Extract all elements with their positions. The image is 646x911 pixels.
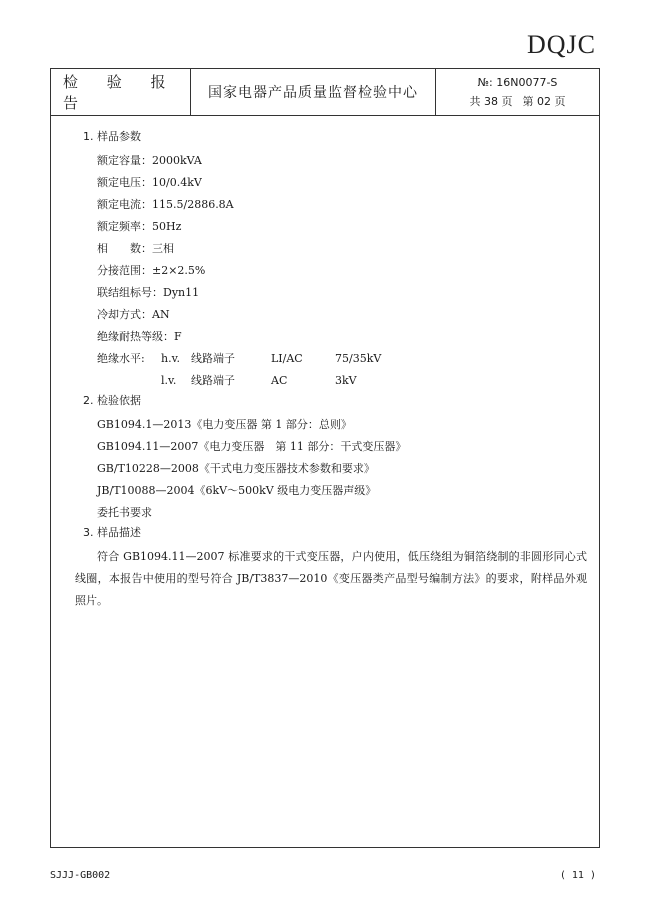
page-current: 第 02 页	[522, 95, 566, 108]
insulation-terminal: 线路端子	[191, 352, 235, 365]
insulation-type: AC	[271, 374, 288, 387]
organization-name: 国家电器产品质量监督检验中心	[191, 69, 436, 115]
section-title: 1. 样品参数	[83, 130, 141, 143]
insulation-type: LI/AC	[271, 352, 303, 365]
basis-list	[83, 414, 593, 524]
param-line: 相 数：三相	[97, 242, 174, 255]
logo: DQJC	[526, 30, 596, 59]
report-title: 检 验 报 告	[51, 69, 191, 115]
param-line: 额定电流：115.5/2886.8A	[97, 198, 234, 211]
param-line: 冷却方式：AN	[97, 308, 170, 321]
param-line: 绝缘耐热等级：F	[97, 330, 182, 343]
report-meta	[436, 69, 599, 115]
insulation-row	[97, 370, 593, 392]
sample-params	[83, 150, 593, 392]
insulation-value: 3kV	[335, 374, 357, 387]
insulation-row	[97, 348, 593, 370]
insulation-value: 75/35kV	[335, 352, 382, 365]
section-title: 2. 检验依据	[83, 394, 141, 407]
report-header	[50, 68, 600, 116]
page-info	[470, 92, 566, 111]
param-line: 额定频率：50Hz	[97, 220, 182, 233]
basis-item: GB/T10228—2008《干式电力变压器技术参数和要求》	[97, 462, 375, 475]
section-title: 3. 样品描述	[83, 526, 141, 539]
insulation-side: l.v.	[161, 374, 177, 387]
pages-total: 共 38 页	[469, 95, 513, 108]
insulation-label: 绝缘水平:	[97, 352, 145, 365]
sample-description: 符合 GB1094.11—2007 标准要求的干式变压器，户内使用，低压绕组为铜箔绕制的非圆形同心式线圈，本报告中使用的型号符合 JB/T3837—2010《变压器类产品型号编制方法》的要求，附样品外观照片。	[75, 550, 587, 607]
param-line: 分接范围：±2×2.5%	[97, 264, 206, 277]
basis-item: GB1094.11—2007《电力变压器 第 11 部分：干式变压器》	[97, 440, 407, 453]
report-body	[75, 128, 593, 612]
report-number: №: 16N0077-S	[477, 76, 558, 89]
insulation-terminal: 线路端子	[191, 374, 235, 387]
insulation-side: h.v.	[161, 352, 180, 365]
form-code: SJJJ-GB002	[50, 870, 111, 881]
page-number: ( 11 )	[559, 870, 596, 881]
basis-item: 委托书要求	[97, 506, 152, 519]
param-line: 额定电压：10/0.4kV	[97, 176, 202, 189]
basis-item: GB1094.1—2013《电力变压器 第 1 部分：总则》	[97, 418, 352, 431]
basis-item: JB/T10088—2004《6kV～500kV 级电力变压器声级》	[97, 484, 377, 497]
param-line: 额定容量：2000kVA	[97, 154, 202, 167]
param-line: 联结组标号：Dyn11	[97, 286, 200, 299]
